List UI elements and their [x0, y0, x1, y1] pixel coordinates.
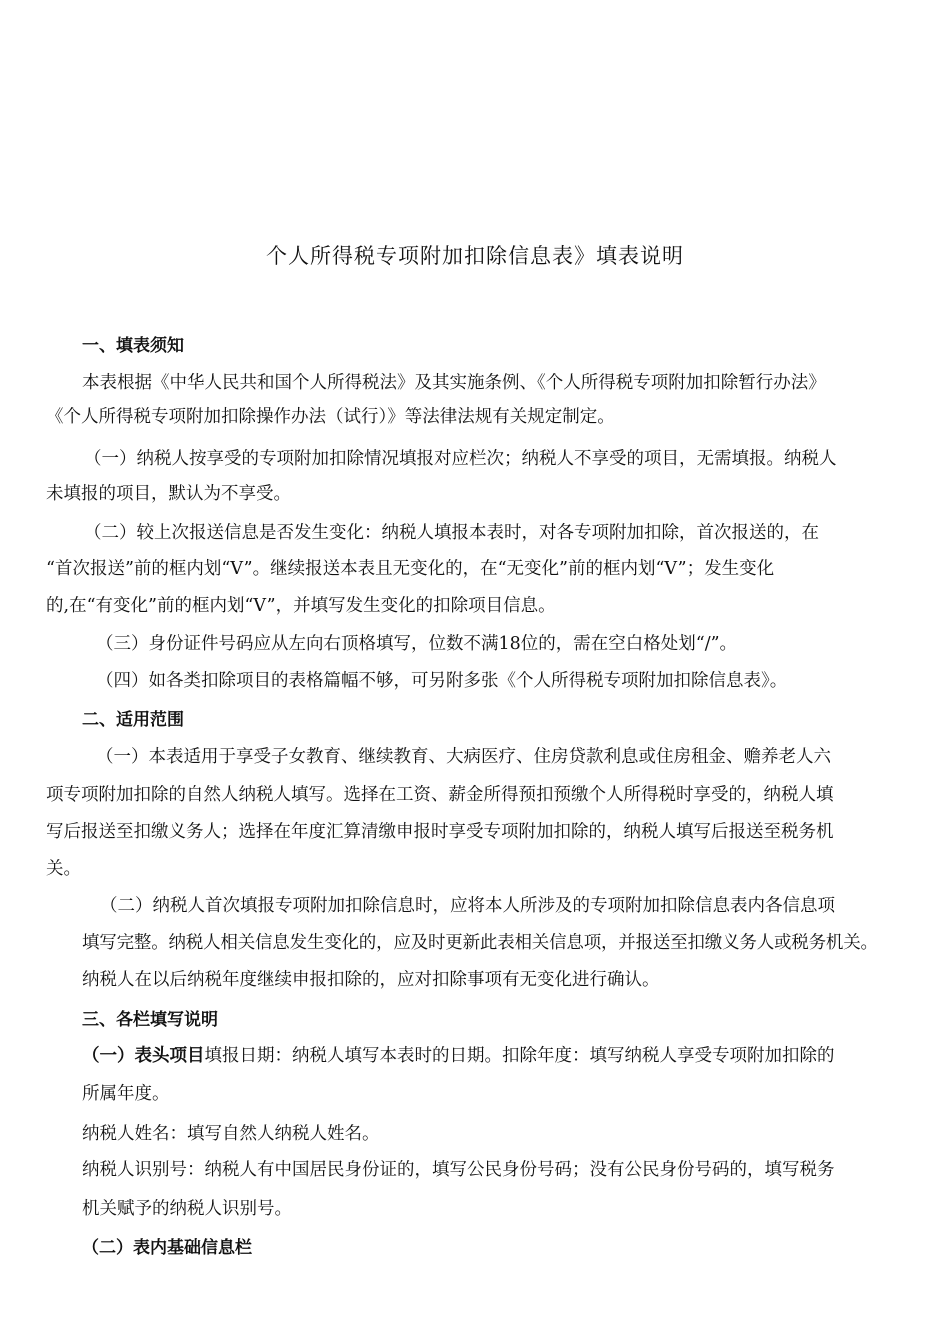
paragraph-line: （一）纳税人按享受的专项附加扣除情况填报对应栏次；纳税人不享受的项目，无需填报。纳税人 — [84, 449, 837, 469]
section-heading-3: 三、各栏填写说明 — [82, 1010, 218, 1030]
paragraph-line: 机关赋予的纳税人识别号。 — [82, 1199, 292, 1219]
paragraph-line: 本表根据《中华人民共和国个人所得税法》及其实施条例、《个人所得税专项附加扣除暂行办法》 — [82, 373, 826, 393]
paragraph-line: 《个人所得税专项附加扣除操作办法（试行）》等法律法规有关规定制定。 — [46, 407, 615, 427]
subsection-header-items — [82, 1044, 835, 1068]
paragraph-line: 纳税人在以后纳税年度继续申报扣除的，应对扣除事项有无变化进行确认。 — [82, 970, 660, 990]
paragraph-line: “首次报送”前的框内划“V”。继续报送本表且无变化的，在“无变化”前的框内划“V”；发生变化 — [46, 559, 775, 579]
paragraph-line: （二）纳税人首次填报专项附加扣除信息时，应将本人所涉及的专项附加扣除信息表内各信息项 — [100, 896, 835, 916]
paragraph-line: 填写完整。纳税人相关信息发生变化的，应及时更新此表相关信息项，并报送至扣缴义务人或税务机关。 — [82, 933, 878, 953]
paragraph-line: 写后报送至扣缴义务人；选择在年度汇算清缴申报时享受专项附加扣除的，纳税人填写后报送至税务机 — [46, 822, 834, 842]
subsection-lead: （一）表头项目 — [82, 1046, 205, 1066]
section-heading-2: 二、适用范围 — [82, 710, 184, 730]
paragraph-line: （四）如各类扣除项目的表格篇幅不够，可另附多张《个人所得税专项附加扣除信息表》。 — [96, 671, 788, 691]
paragraph-line: （三）身份证件号码应从左向右顶格填写，位数不满18位的，需在空白格处划“/”。 — [96, 634, 738, 654]
section-heading-1: 一、填表须知 — [82, 336, 184, 356]
paragraph-line: 所属年度。 — [82, 1084, 170, 1104]
paragraph-line: 纳税人识别号：纳税人有中国居民身份证的，填写公民身份号码；没有公民身份号码的，填写税务 — [82, 1160, 835, 1180]
paragraph-line: 的,在“有变化”前的框内划“V”，并填写发生变化的扣除项目信息。 — [46, 596, 556, 616]
paragraph-line: （一）本表适用于享受子女教育、继续教育、大病医疗、住房贷款利息或住房租金、赡养老人六 — [96, 747, 831, 767]
paragraph-line: 项专项附加扣除的自然人纳税人填写。选择在工资、薪金所得预扣预缴个人所得税时享受的，纳税人填 — [46, 785, 834, 805]
subsection-text: 填报日期：纳税人填写本表时的日期。扣除年度：填写纳税人享受专项附加扣除的 — [204, 1046, 835, 1066]
paragraph-line: 未填报的项目，默认为不享受。 — [46, 484, 291, 504]
paragraph-line: 关。 — [46, 859, 81, 879]
paragraph-line: 纳税人姓名：填写自然人纳税人姓名。 — [82, 1124, 380, 1144]
document-title: 个人所得税专项附加扣除信息表》填表说明 — [266, 244, 684, 268]
paragraph-line: （二）较上次报送信息是否发生变化：纳税人填报本表时，对各专项附加扣除，首次报送的，在 — [84, 523, 819, 543]
subsection-heading-basic-info: （二）表内基础信息栏 — [82, 1238, 252, 1258]
